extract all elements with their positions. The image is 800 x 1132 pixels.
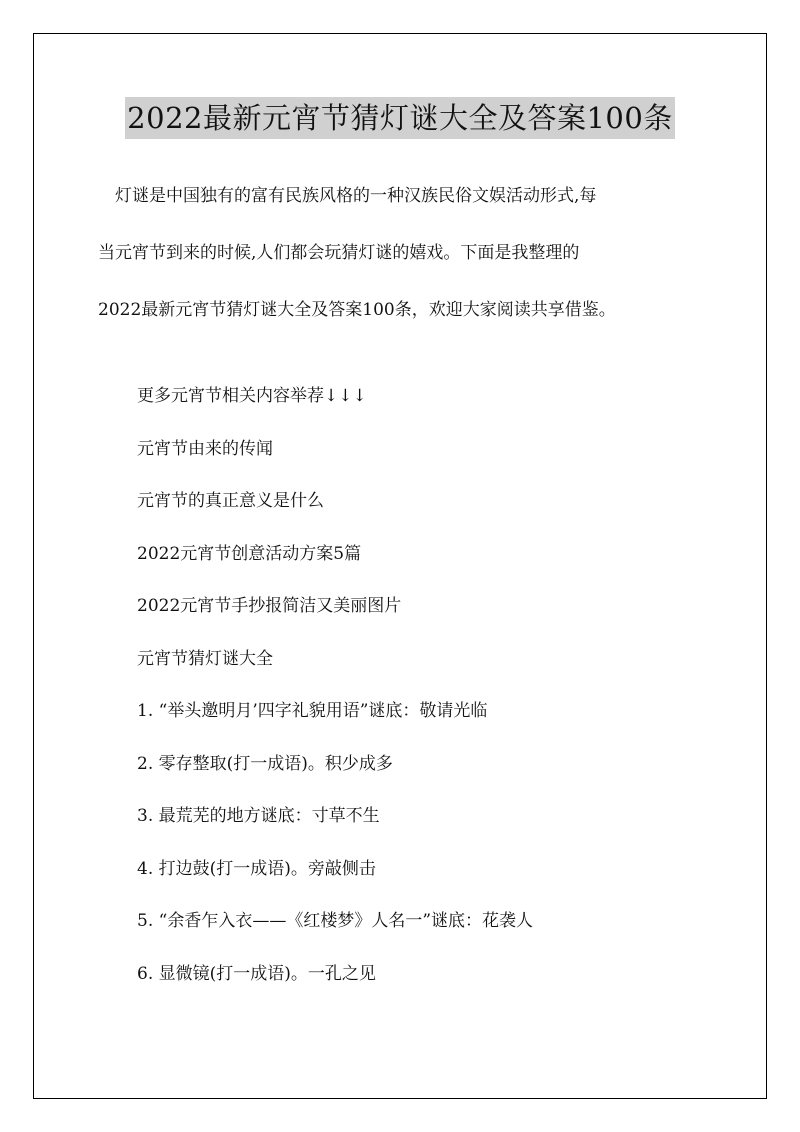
riddle-item: 2. 零存整取(打一成语)。积少成多 xyxy=(137,753,393,774)
recommend-link[interactable]: 元宵节的真正意义是什么 xyxy=(137,491,324,511)
recommend-link[interactable]: 2022元宵节创意活动方案5篇 xyxy=(137,543,362,564)
title-container xyxy=(0,97,800,139)
riddle-item: 3. 最荒芜的地方谜底：寸草不生 xyxy=(137,806,380,826)
intro-line: 2022最新元宵节猜灯谜大全及答案100条，欢迎大家阅读共享借鉴。 xyxy=(98,300,616,320)
recommend-link[interactable]: 元宵节由来的传闻 xyxy=(137,438,273,459)
recommend-link[interactable]: 2022元宵节手抄报简洁又美丽图片 xyxy=(137,596,402,616)
riddle-item: 1. “举头邀明月’四字礼貌用语”谜底：敬请光临 xyxy=(137,701,488,721)
section-heading: 元宵节猜灯谜大全 xyxy=(137,648,273,669)
riddle-item: 6. 显微镜(打一成语)。一孔之见 xyxy=(137,963,376,984)
intro-line: 当元宵节到来的时候,人们都会玩猜灯谜的嬉戏。下面是我整理的 xyxy=(98,243,580,263)
riddle-item: 4. 打边鼓(打一成语)。旁敲侧击 xyxy=(137,858,376,879)
riddle-item: 5. “余香乍入衣——《红楼梦》人名一”谜底：花袭人 xyxy=(137,911,534,931)
intro-paragraph xyxy=(98,168,710,339)
intro-line: 灯谜是中国独有的富有民族风格的一种汉族民俗文娱活动形式,每 xyxy=(98,186,597,206)
recommend-heading: 更多元宵节相关内容举荐↓↓↓ xyxy=(137,386,367,406)
content-list xyxy=(137,375,533,1005)
document-title: 2022最新元宵节猜灯谜大全及答案100条 xyxy=(125,97,675,139)
